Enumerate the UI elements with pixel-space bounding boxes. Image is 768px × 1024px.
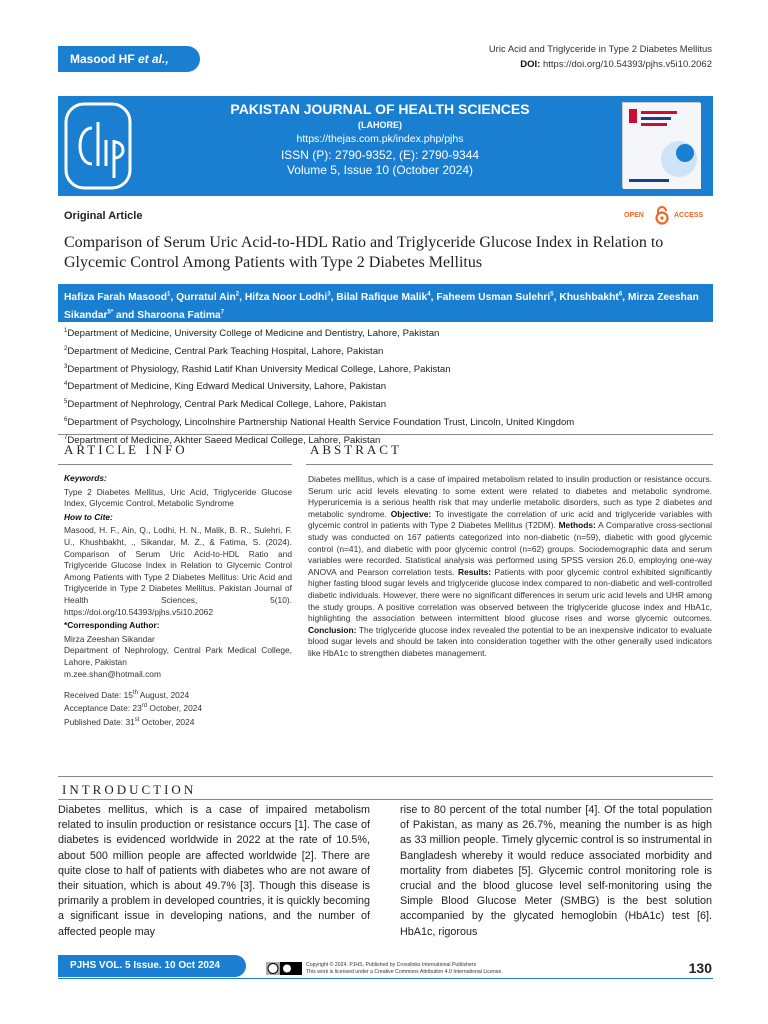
author-sup: 3 bbox=[327, 292, 331, 298]
methods-label: Methods: bbox=[558, 520, 596, 531]
abstract-heading: ABSTRACT bbox=[310, 442, 402, 457]
received-date-text: Received Date: 15 bbox=[64, 689, 133, 700]
affiliation-text: Department of Psychology, Lincolnshire Partnership National Health Service Foundation Trust, Lincoln, United Kingdom bbox=[67, 417, 575, 429]
affiliation-item bbox=[64, 342, 714, 360]
copyright-line: Copyright © 2024. PJHS, Published by Crosslinks International Publishers bbox=[306, 962, 477, 968]
author-name: Sharoona Fatima bbox=[137, 309, 221, 321]
author-sup: 5* bbox=[107, 309, 114, 316]
introduction-column-2: rise to 80 percent of the total number [4]. Of the total population of Pakistan, as many as 26.7%, meaning the number is as high as 33 million people. Timely glycemic control is so instrumental in Bangladesh whereby it would reduce associated morbidity and mortality from diabetes [5]. Glycemic control monitoring role is crucial and the blood glucose level self-monitoring using the Simple Blood Glucose Meter (SMBG) is the best solution accompanied by the glycated hemoglobin (HbA1c) test [6]. HbA1c, rigorous bbox=[400, 804, 712, 938]
author-sup: 4 bbox=[427, 292, 431, 298]
doi-label: DOI: bbox=[520, 59, 541, 70]
corresponding-author-label: *Corresponding Author: bbox=[64, 620, 160, 631]
authors-band bbox=[58, 284, 713, 322]
author-name: Mirza Zeeshan Sikandar bbox=[64, 292, 699, 321]
acceptance-date-month: October, 2024 bbox=[147, 703, 203, 714]
open-lock-icon bbox=[654, 205, 670, 225]
journal-city: (LAHORE) bbox=[358, 120, 402, 130]
divider bbox=[58, 799, 713, 800]
author-sup: 1 bbox=[167, 292, 171, 298]
published-date-sup: st bbox=[134, 716, 140, 723]
affiliation-text: Department of Medicine, University College of Medicine and Dentistry, Lahore, Pakistan bbox=[67, 328, 440, 340]
introduction-heading: INTRODUCTION bbox=[62, 782, 197, 797]
journal-url[interactable]: https://thejas.com.pk/index.php/pjhs bbox=[296, 133, 464, 145]
conclusion-label: Conclusion: bbox=[308, 624, 357, 635]
article-info-heading: ARTICLE INFO bbox=[64, 442, 188, 457]
access-word: ACCESS bbox=[674, 212, 704, 219]
divider bbox=[306, 464, 713, 465]
published-date bbox=[64, 715, 292, 728]
affiliation-num: 2 bbox=[64, 345, 68, 352]
author-name: Faheem Usman Sulehri bbox=[436, 292, 551, 304]
published-date-month: October, 2024 bbox=[139, 716, 195, 727]
objective-label: Objective: bbox=[390, 508, 432, 519]
divider bbox=[58, 434, 713, 435]
copyright-notice bbox=[306, 962, 503, 976]
how-to-cite-label: How to Cite: bbox=[64, 511, 113, 522]
article-type: Original Article bbox=[64, 210, 143, 222]
author-name: Khushbakht bbox=[559, 292, 619, 304]
affiliation-num: 6 bbox=[64, 416, 68, 423]
abstract-methods: A Comparative cross-sectional study was conducted on 167 patients categorized into non-diabetic (n=59), diabetic with good glycemic control (n=41), and diabetic with poor glycemic control (n=62) groups. Sociodemographic data and serum variables were recorded. Statistical analysis was performed using SPSS version 26.0, employing one-way ANOVA and Pearson correlation tests. bbox=[308, 520, 712, 577]
author-sup: 7 bbox=[220, 309, 225, 316]
article-title: Comparison of Serum Uric Acid-to-HDL Ratio and Triglyceride Glucose Index in Relation to Glycemic Control Among Patients with Type 2 Diabetes Mellitus bbox=[64, 234, 664, 271]
journal-logo bbox=[62, 100, 134, 192]
affiliation-text: Department of Medicine, Central Park Teaching Hospital, Lahore, Pakistan bbox=[67, 345, 384, 357]
affiliation-num: 7 bbox=[64, 434, 68, 441]
keywords-label: Keywords: bbox=[64, 473, 107, 483]
corresponding-author-dept: Department of Nephrology, Central Park Medical College, Lahore, Pakistan bbox=[64, 645, 292, 667]
affiliation-num: 4 bbox=[64, 381, 68, 388]
received-date-month: August, 2024 bbox=[137, 689, 190, 700]
affiliation-text: Department of Medicine, King Edward Medical University, Lahore, Pakistan bbox=[67, 381, 387, 393]
clip-logo-icon bbox=[62, 100, 134, 192]
divider bbox=[58, 776, 713, 777]
abstract-objective: To investigate the correlation of uric acid and triglyceride variables with glycemic control in patients with Type 2 Diabetes Mellitus (T2DM). bbox=[308, 508, 712, 531]
open-access-badge bbox=[624, 205, 714, 227]
author-sup: 2 bbox=[235, 292, 240, 298]
affiliation-text: Department of Physiology, Rashid Latif Khan University Medical College, Lahore, Pakistan bbox=[67, 363, 451, 375]
author-name: Bilal Rafique Malik bbox=[336, 292, 428, 304]
journal-volume: Volume 5, Issue 10 (October 2024) bbox=[286, 163, 474, 177]
doi-link[interactable]: https://doi.org/10.54393/pjhs.v5i10.2062 bbox=[540, 59, 712, 70]
acceptance-date bbox=[64, 701, 292, 714]
running-title: Uric Acid and Triglyceride in Type 2 Diabetes Mellitus bbox=[488, 44, 712, 55]
author-sup: 5 bbox=[550, 292, 554, 298]
affiliation-item bbox=[64, 360, 714, 378]
abstract-results: Patients with poor glycemic control exhibited significantly higher fasting blood sugar levels and triglyceride glucose index compared to non-diabetic and well-controlled diabetic individuals. However, there were no significant differences in serum uric acid levels and UHR among the study groups. A positive correlation was observed between the triglyceride glucose index and HbA1c, highlighting the association between intermittent blood glucose rises and worse glycemic outcomes. bbox=[308, 566, 712, 624]
acceptance-date-sup: rd bbox=[141, 703, 148, 710]
article-info bbox=[64, 473, 292, 728]
results-label: Results: bbox=[458, 566, 492, 577]
affiliation-num: 1 bbox=[64, 328, 68, 334]
license-line[interactable]: This work is licensed under a Creative Commons Attribution 4.0 International License. bbox=[306, 969, 503, 975]
corresponding-author-name: Mirza Zeeshan Sikandar bbox=[64, 633, 155, 644]
published-date-text: Published Date: 31 bbox=[64, 716, 135, 727]
journal-cover-thumbnail bbox=[622, 102, 700, 188]
affiliation-text: Department of Nephrology, Central Park Medical College, Lahore, Pakistan bbox=[67, 399, 387, 411]
affiliation-item bbox=[64, 324, 714, 342]
citation: Masood, H. F., Ain, Q., Lodhi, H. N., Malik, B. R., Sulehri, F. U., Khushbakht, ., Sikandar, M. Z., & Fatima, S. (2024). Comparison of Serum Uric Acid-to-HDL Ratio and Triglyceride Glucose Index in Relation to Glycemic Control Among Patients with Type 2 Diabetes Mellitus: Uric Acid and Triglyceride in Type 2 Diabetes Mellitus. Pakistan Journal of Health Sciences, 5(10). https://doi.org/10.54393/pjhs.v5i10.2062 bbox=[64, 525, 292, 617]
abstract-body bbox=[308, 474, 712, 660]
running-author-tab bbox=[58, 46, 200, 72]
author-name: Qurratul Ain bbox=[176, 292, 236, 304]
doi-line bbox=[520, 59, 712, 70]
affiliation-item bbox=[64, 377, 714, 395]
abstract-conclusion: The triglyceride glucose index revealed the potential to be an inexpensive indicator to evaluate blood sugar levels and should be taken into consideration together with the other generally used indicators like HbA1c to strengthen diabetes management. bbox=[308, 624, 712, 658]
affiliation-num: 3 bbox=[64, 363, 68, 370]
received-date bbox=[64, 688, 292, 701]
affiliation-item bbox=[64, 413, 714, 431]
footer-issue-tab: PJHS VOL. 5 Issue. 10 Oct 2024 bbox=[58, 955, 246, 977]
introduction-column-1: Diabetes mellitus, which is a case of impaired metabolism related to insulin production or resistance occurs [1]. The case of diabetes is evidenced worldwide in 2022 at the rate of 10.5%, about 500 million people are affected worldwide [2]. There are quite close to half of patients with diabetes who are not aware of their situation, which is about 49.7% [3]. Though this disease is primarily a problem in developed countries, it is quickly becoming a significant issue in developing nations, and the number of affected people may bbox=[58, 804, 370, 938]
cc-icon bbox=[266, 962, 302, 975]
running-author-etal: et al., bbox=[138, 52, 169, 66]
open-word: OPEN bbox=[624, 212, 644, 219]
corresponding-author-email[interactable]: m.zee.shan@hotmail.com bbox=[64, 668, 161, 679]
journal-issn: ISSN (P): 2790-9352, (E): 2790-9344 bbox=[280, 148, 480, 162]
affiliation-num: 5 bbox=[64, 399, 68, 406]
affiliation-text: Department of Medicine, Akhter Saeed Medical College, Lahore, Pakistan bbox=[67, 434, 381, 446]
cc-by-license-icon[interactable] bbox=[266, 962, 302, 975]
abstract-intro: Diabetes mellitus, which is a case of impaired metabolism related to insulin production or resistance occurs. Serum uric acid levels elevating to some extent were related to diabetes and metabolic syndrome. Hyperuricemia is a serious health risk that may underlie metabolic disorders, such as type 2 diabetes and metabolic syndrome. bbox=[308, 474, 712, 519]
author-name: Hafiza Farah Masood bbox=[64, 292, 167, 304]
author-name: Hifza Noor Lodhi bbox=[244, 292, 328, 304]
affiliation-item bbox=[64, 395, 714, 413]
journal-name: PAKISTAN JOURNAL OF HEALTH SCIENCES bbox=[230, 101, 530, 117]
cover-image-icon bbox=[623, 103, 701, 189]
acceptance-date-text: Acceptance Date: 23 bbox=[64, 703, 142, 714]
keywords: Type 2 Diabetes Mellitus, Uric Acid, Triglyceride Glucose Index, Glycemic Control, Metabolic Syndrome bbox=[64, 486, 292, 509]
page-number: 130 bbox=[688, 960, 712, 976]
author-sup: 6 bbox=[618, 292, 623, 298]
affiliations bbox=[64, 324, 714, 448]
received-date-sup: th bbox=[132, 690, 138, 697]
divider bbox=[58, 464, 292, 465]
footer-rule bbox=[58, 978, 713, 979]
running-author: Masood HF bbox=[70, 52, 138, 66]
author-list: Hafiza Farah Masood$^1$, Qurratul Ain$^2$, Hifza Noor Lodhi$^3$, Bilal Rafique Malik$^4$, Faheem Usman Sulehri$^5$, Khushbakht$^6$, Mirza Zeeshan Sikandar$^{5*}$ and Sharoona Fatima$^7$ bbox=[64, 292, 699, 321]
